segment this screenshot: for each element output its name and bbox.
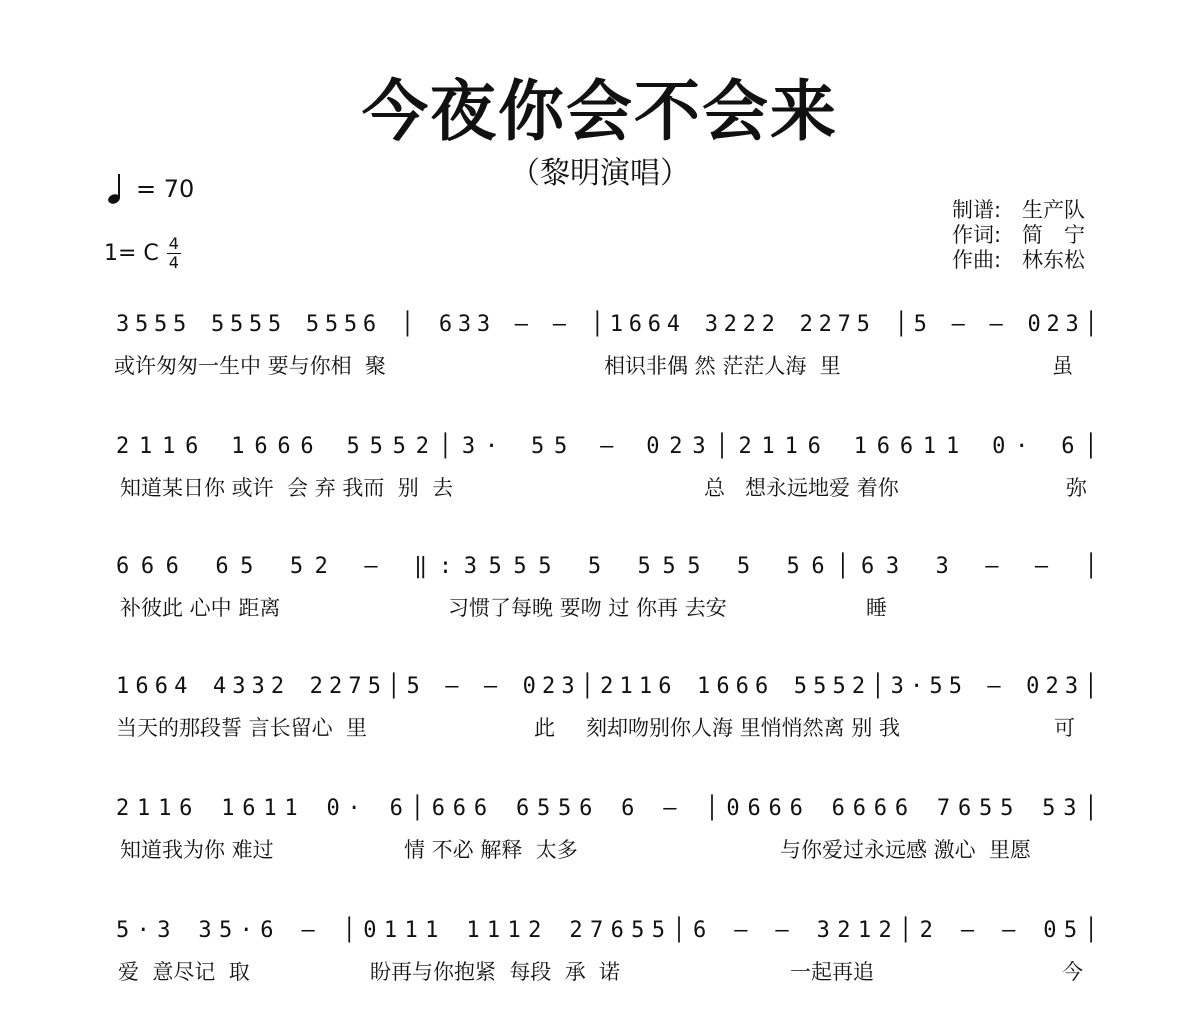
tempo-marking — [104, 172, 194, 206]
lyric-segment: 当天的那段誓 言长留心 里 — [116, 716, 368, 740]
credits — [952, 198, 1085, 273]
lyric-segment: 总 想永远地爱 着你 — [704, 476, 899, 500]
lyric-segment: 虽 — [1052, 354, 1073, 378]
notation-text: 5·3 35·6 — │0111 1112 27655│6 — — 3212│2 — — 05│ — [116, 918, 1106, 943]
credit-label: 制谱: — [952, 198, 1002, 222]
song-title: 今夜你会不会来 — [362, 73, 838, 150]
notation-text: 1664 4332 2275│5 — — 023│2116 1666 5552│3·55 — 023│ — [116, 674, 1104, 699]
lyric-segment: 习惯了每晚 要吻 过 你再 去安 — [448, 596, 727, 620]
lyric-segment: 此 — [534, 716, 555, 740]
credit-value: 生产队 — [1022, 198, 1085, 222]
time-sig-top: 4 — [168, 234, 179, 253]
lyric-segment: 可 — [1054, 716, 1075, 740]
credit-notation — [952, 198, 1085, 223]
lyric-segment: 睡 — [866, 596, 887, 620]
lyric-segment: 刻却吻别你人海 里悄悄然离 别 我 — [586, 716, 901, 740]
lyric-segment: 一起再追 — [790, 960, 874, 984]
credit-label: 作词: — [952, 223, 1002, 247]
credit-label: 作曲: — [952, 248, 1002, 272]
key-label: 1= C — [104, 241, 159, 266]
credit-lyricist — [952, 223, 1085, 248]
lyric-segment: 与你爱过永远感 激心 里愿 — [780, 838, 1032, 862]
lyric-segment: 情 不必 解释 太多 — [404, 838, 578, 862]
lyric-segment: 知道某日你 或许 会 弃 我而 别 去 — [120, 476, 454, 500]
credit-value: 林东松 — [1022, 248, 1085, 272]
lyric-segment: 爱 意尽记 取 — [118, 960, 250, 984]
lyric-segment: 或许匆匆一生中 要与你相 聚 — [114, 354, 387, 378]
lyric-segment: 盼再与你抱紧 每段 承 诺 — [370, 960, 621, 984]
notation-text: 666 65 52 — ‖:3555 5 555 5 56│63 3 — — │ — [116, 554, 1110, 579]
quarter-note-icon — [104, 172, 124, 206]
lyric-segment: 今 — [1062, 960, 1083, 984]
tempo-value: = 70 — [136, 175, 195, 203]
key-signature — [104, 236, 181, 271]
credit-composer — [952, 248, 1085, 273]
notation-text: 2116 1666 5552│3· 55 — 023│2116 16611 0· 6│ — [116, 434, 1108, 459]
credit-value: 简 宁 — [1022, 223, 1085, 247]
lyric-segment: 补彼此 心中 距离 — [120, 596, 281, 620]
lyric-segment: 弥 — [1066, 476, 1087, 500]
time-signature — [167, 236, 181, 271]
song-subtitle: （黎明演唱） — [510, 156, 690, 191]
notation-text: 2116 1611 0· 6│666 6556 6 — │0666 6666 7655 53│ — [116, 796, 1106, 821]
lyric-segment: 知道我为你 难过 — [120, 838, 274, 862]
lyric-segment: 相识非偶 然 茫茫人海 里 — [604, 354, 841, 378]
notation-text: 3555 5555 5556 │ 633 — — │1664 3222 2275 │5 — — 023│ — [116, 312, 1104, 337]
time-sig-bottom: 4 — [168, 253, 179, 272]
